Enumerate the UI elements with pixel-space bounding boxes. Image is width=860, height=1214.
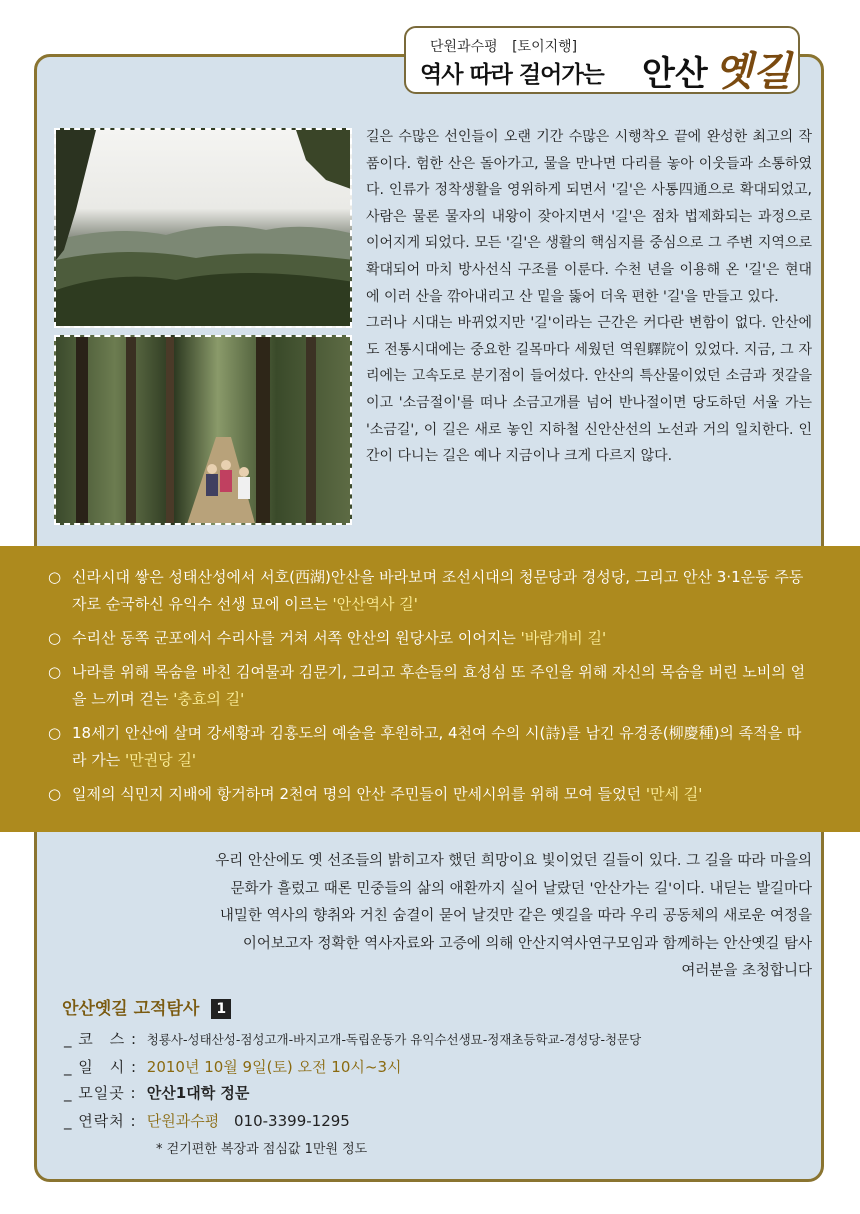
course-value: 청룡사-성태산성-점성고개-바지고개-독립운동가 유익수선생묘-정재초등학교-경성당-청문당 xyxy=(146,1032,642,1047)
route-description: 일제의 식민지 지배에 항거하며 2천여 명의 안산 주민들이 만세시위를 위해 모여 들었던 xyxy=(72,785,646,803)
invitation-line: 문화가 흘렀고 때론 민중들의 삶의 애환까지 실어 날랐던 '안산가는 길'이다. 내딛는 발길마다 xyxy=(230,880,812,897)
route-description: 수리산 동쪽 군포에서 수리사를 거쳐 서쪽 안산의 원당사로 이어지는 xyxy=(72,629,521,647)
circle-bullet-icon: ○ xyxy=(48,663,62,681)
forest-hikers-illustration xyxy=(56,337,352,525)
circle-bullet-icon: ○ xyxy=(48,724,62,742)
event-title xyxy=(62,994,231,1019)
event-number-badge: 1 xyxy=(211,999,231,1019)
route-item xyxy=(48,564,812,618)
route-item xyxy=(48,720,812,774)
route-item xyxy=(48,659,812,713)
route-description: 18세기 안산에 살며 강세황과 김홍도의 예술을 후원하고, 4천여 수의 시(詩)를 남긴 유경종(柳慶種)의 족적을 따라 가는 xyxy=(72,724,802,769)
route-description: 신라시대 쌓은 성태산성에서 서호(西湖)안산을 바라보며 조선시대의 청문당과 경성당, 그리고 안산 3·1운동 주동자로 순국하신 유익수 선생 묘에 이르는 xyxy=(72,568,804,613)
route-name: '만권당 길' xyxy=(125,751,196,769)
header-title-box xyxy=(404,26,800,94)
contact-label: _ 연락처 : xyxy=(64,1112,137,1130)
place-row xyxy=(64,1082,249,1103)
invitation-line: 내밀한 역사의 향취와 거친 숨결이 묻어 날것만 같은 옛길을 따라 우리 공동체의 새로운 여정을 xyxy=(219,908,812,924)
invitation-line: 여러분을 초청합니다 xyxy=(681,963,812,979)
course-label: _ 코 스 : xyxy=(64,1030,138,1048)
header-tag: [토이지행] xyxy=(512,39,578,55)
header-title-accent: 옛길 xyxy=(714,48,792,95)
date-value: 2010년 10월 9일(토) 오전 10시~3시 xyxy=(146,1058,402,1076)
contact-row xyxy=(64,1110,350,1131)
forest-hikers-photo xyxy=(54,335,352,525)
header-org: 단원과수평 xyxy=(430,39,498,55)
circle-bullet-icon: ○ xyxy=(48,785,62,803)
route-description: 나라를 위해 목숨을 바친 김여물과 김문기, 그리고 후손들의 효성심 또 주인을 위해 자신의 목숨을 버린 노비의 얼을 느끼며 걷는 xyxy=(72,663,806,708)
route-item xyxy=(48,781,812,808)
route-name: '만세 길' xyxy=(645,785,703,803)
course-row xyxy=(64,1028,641,1049)
event-title-text: 안산옛길 고적탐사 xyxy=(62,999,200,1019)
intro-text xyxy=(366,124,812,470)
routes-list xyxy=(48,564,812,815)
place-label: _ 모일곳 : xyxy=(64,1084,137,1102)
place-value: 안산1대학 정문 xyxy=(146,1084,250,1102)
route-name: '안산역사 길' xyxy=(332,595,418,613)
route-item xyxy=(48,625,812,652)
contact-phone: 010-3399-1295 xyxy=(234,1112,350,1130)
mountain-landscape-photo xyxy=(54,128,352,328)
circle-bullet-icon: ○ xyxy=(48,629,62,647)
intro-paragraph-2: 그러나 시대는 바뀌었지만 '길'이라는 근간은 커다란 변함이 없다. 안산에도 전통시대에는 중요한 길목마다 세웠던 역원驛院이 있었다. 지금, 그 자리에는 고속도로 분기점이 들어섰다. 안산의 특산물이었던 소금과 젓갈을 이고 '소금절이'를 떠나 소금고개를 넘어 반나절이면 당도하던 서울 가는 '소금길', 이 길은 새로 놓인 지하철 신안산선의 노선과 거의 일치한다. 인간이 다니는 길은 예나 지금이나 크게 다르지 않다. xyxy=(366,315,812,465)
header-subtitle: 역사 따라 걸어가는 xyxy=(420,62,604,88)
routes-band xyxy=(0,546,860,832)
event-note: * 걷기편한 복장과 점심값 1만원 정도 xyxy=(156,1142,368,1157)
header-org-line xyxy=(430,36,577,56)
route-name: '바람개비 길' xyxy=(520,629,607,647)
date-row xyxy=(64,1056,401,1077)
intro-paragraph-1: 길은 수많은 선인들이 오랜 기간 수많은 시행착오 끝에 완성한 최고의 작품이다. 험한 산은 돌아가고, 물을 만나면 다리를 놓아 이웃들과 소통하였다. 인류가 정착생활을 영위하게 되면서 '길'은 사통四通으로 확대되었고, 사람은 물론 물자의 내왕이 잦아지면서 '길'은 점차 법제화되는 과정으로 이어지게 되었다. 모든 '길'은 생활의 핵심지를 중심으로 그 주변 지역으로 확대되어 마치 방사선식 구조를 이룬다. 수천 년을 이용해 온 '길'은 현대에 이러 산을 깎아내리고 산 밑을 뚫어 더욱 편한 '길'을 만들고 있다. xyxy=(366,129,812,305)
invitation-line: 이어보고자 정확한 역사자료와 고증에 의해 안산지역사연구모임과 함께하는 안산옛길 탐사 xyxy=(242,935,812,952)
invitation-line: 우리 안산에도 옛 선조들의 밝히고자 했던 희망이요 빛이었던 길들이 있다. 그 길을 따라 마을의 xyxy=(215,853,812,869)
contact-org: 단원과수평 xyxy=(146,1112,220,1130)
route-name: '충효의 길' xyxy=(173,690,245,708)
mountain-landscape-illustration xyxy=(56,130,352,328)
header-title-main: 안산 xyxy=(642,54,708,94)
circle-bullet-icon: ○ xyxy=(48,568,62,586)
date-label: _ 일 시 : xyxy=(64,1058,138,1076)
invitation-text xyxy=(96,848,812,986)
